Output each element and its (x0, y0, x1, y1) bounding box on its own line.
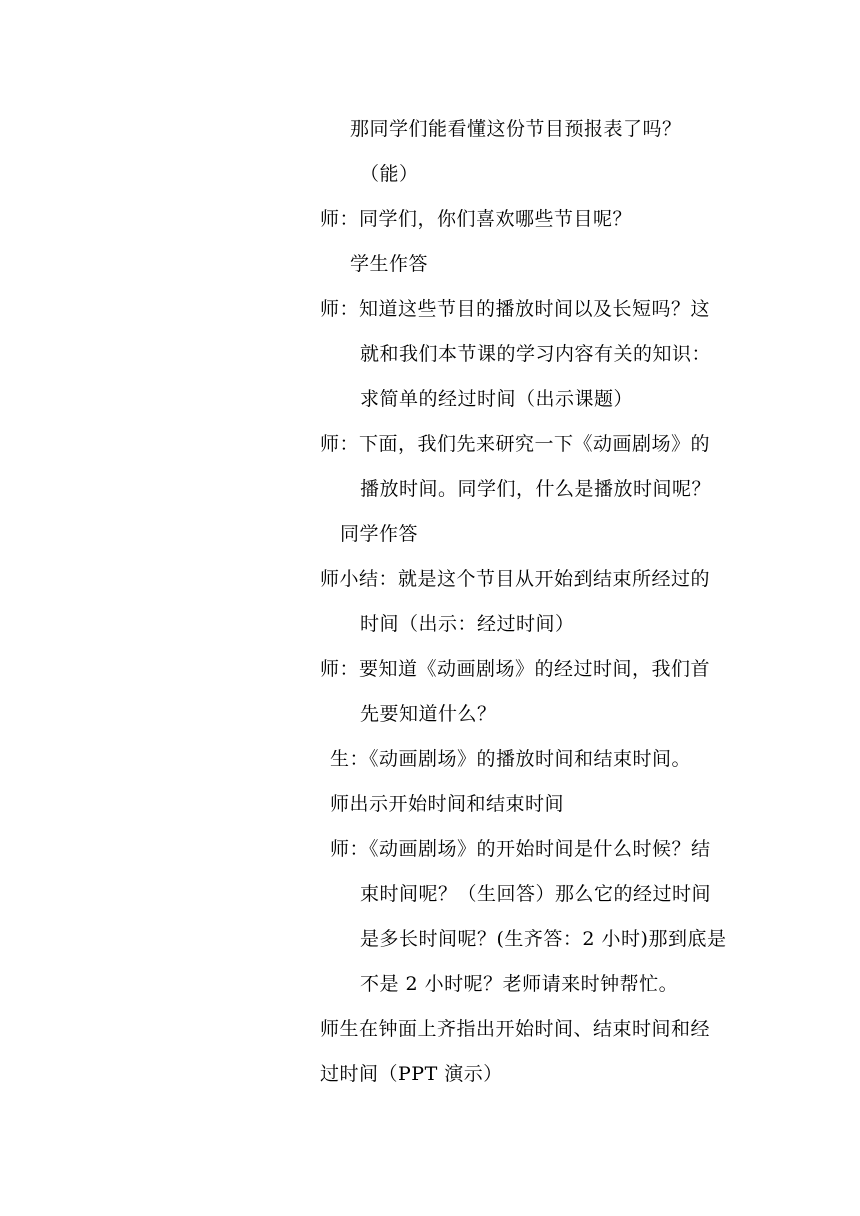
text-line: 师：要知道《动画剧场》的经过时间，我们首 (320, 658, 711, 680)
text-line: 时间（出示：经过时间） (360, 613, 575, 635)
text-line: 师：下面，我们先来研究一下《动画剧场》的 (320, 433, 711, 455)
text-line: 同学作答 (340, 523, 419, 545)
text-line: 就和我们本节课的学习内容有关的知识： (360, 343, 712, 365)
text-line: 过时间（PPT 演示） (320, 1063, 503, 1085)
text-line: 生：《动画剧场》的播放时间和结束时间。 (330, 748, 692, 770)
text-line: 那同学们能看懂这份节目预报表了吗？ (350, 118, 682, 140)
text-line: 师生在钟面上齐指出开始时间、结束时间和经 (320, 1018, 711, 1040)
text-line: 束时间呢？（生回答）那么它的经过时间 (360, 883, 712, 905)
text-line: 师小结：就是这个节目从开始到结束所经过的 (320, 568, 711, 590)
text-line: 师：同学们，你们喜欢哪些节目呢？ (320, 208, 633, 230)
text-line: 学生作答 (350, 253, 429, 275)
text-line: 是多长时间呢？(生齐答：2 小时)那到底是 (360, 928, 727, 950)
text-line: 求简单的经过时间（出示课题） (360, 388, 634, 410)
text-line: 先要知道什么？ (360, 703, 497, 725)
text-line: 师出示开始时间和结束时间 (330, 793, 565, 815)
text-line: 不是 2 小时呢？老师请来时钟帮忙。 (360, 973, 679, 995)
text-line: （能） (360, 163, 419, 185)
text-line: 师：知道这些节目的播放时间以及长短吗？这 (320, 298, 711, 320)
text-line: 播放时间。同学们，什么是播放时间呢？ (360, 478, 712, 500)
text-line: 师：《动画剧场》的开始时间是什么时候？结 (330, 838, 711, 860)
